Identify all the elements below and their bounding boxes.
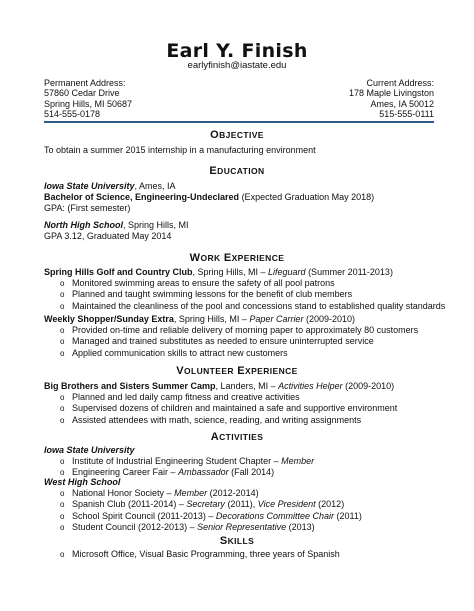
education-heading: EDUCATION bbox=[209, 165, 265, 177]
permanent-street: 57860 Cedar Drive bbox=[44, 88, 120, 99]
job1-org: Spring Hills Golf and Country Club bbox=[44, 267, 193, 277]
volunteer-bullets bbox=[60, 392, 397, 426]
list-item: o Managed and trained substitutes as needed to ensure uninterrupted service bbox=[60, 336, 418, 347]
list-item bbox=[60, 499, 362, 510]
activity-text: School Spirit Council (2011-2013) – bbox=[72, 510, 216, 521]
job2-location: , Spring Hills, MI – bbox=[173, 314, 250, 324]
list-item: o Provided on-time and reliable delivery of morning paper to approximately 80 customers bbox=[60, 325, 418, 336]
activity-role: Senior Representative bbox=[197, 521, 287, 532]
activity-text: Institute of Industrial Engineering Student Chapter – bbox=[72, 456, 282, 466]
list-item: o Microsoft Office, Visual Basic Programming, three years of Spanish bbox=[60, 549, 340, 560]
list-item: o Planned and taught swimming lessons for the benefit of club members bbox=[60, 289, 445, 300]
activity-dates: (2012) bbox=[315, 499, 345, 510]
job1-role: Lifeguard bbox=[268, 267, 306, 277]
activity-text: National Honor Society – bbox=[72, 488, 175, 498]
job1-dates: (Summer 2011-2013) bbox=[305, 267, 393, 277]
permanent-address bbox=[44, 78, 132, 120]
activity-role: Ambassador bbox=[178, 467, 229, 478]
activities-isu-list bbox=[60, 456, 314, 479]
activity-dates: (2011), bbox=[224, 499, 258, 510]
nhs-school: North High School bbox=[44, 220, 123, 230]
list-item bbox=[60, 511, 362, 522]
list-item: o Monitored swimming areas to ensure the safety of all pool patrons bbox=[60, 278, 445, 289]
education-degree bbox=[44, 192, 374, 203]
activity-role: Member bbox=[174, 488, 208, 498]
activities-isu bbox=[44, 445, 135, 456]
list-item: o Supervised dozens of children and maintained a safe and supportive environment bbox=[60, 403, 397, 414]
activities-whs bbox=[44, 477, 120, 488]
permanent-phone: 514-555-0178 bbox=[44, 109, 101, 120]
list-item bbox=[60, 456, 314, 467]
nhs-location: , Spring Hills, MI bbox=[123, 220, 189, 230]
list-item: o Applied communication skills to attract new customers bbox=[60, 348, 418, 359]
activity-role: Member bbox=[281, 456, 315, 466]
activity-role: Secretary bbox=[186, 499, 225, 510]
current-address bbox=[349, 78, 434, 120]
volunteer-org: Big Brothers and Sisters Summer Camp bbox=[44, 381, 216, 391]
education-isu bbox=[44, 181, 176, 192]
objective-heading: OBJECTIVE bbox=[210, 129, 264, 141]
activity-role: Decorations Committee Chair bbox=[215, 510, 334, 521]
education-isu-gpa: GPA: (First semester) bbox=[44, 203, 131, 213]
activities-heading: ACTIVITIES bbox=[210, 431, 264, 443]
list-item bbox=[60, 522, 362, 533]
header-divider bbox=[44, 121, 434, 123]
education-nhs-gpa: GPA 3.12, Graduated May 2014 bbox=[44, 231, 172, 241]
isu-location: , Ames, IA bbox=[134, 181, 176, 191]
list-item: o Maintained the cleanliness of the pool and concessions stand to established quality standards bbox=[60, 301, 445, 312]
isu-degree: Bachelor of Science, Engineering-Undeclared bbox=[44, 192, 240, 202]
activity-text: Spanish Club (2011-2014) – bbox=[72, 499, 187, 510]
skills-heading: SKILLS bbox=[219, 535, 255, 547]
permanent-city: Spring Hills, MI 50687 bbox=[44, 98, 133, 109]
email: earlyfinish@iastate.edu bbox=[187, 60, 287, 71]
education-nhs bbox=[44, 220, 189, 231]
isu-expected: (Expected Graduation May 2018) bbox=[239, 192, 375, 202]
job1-header bbox=[44, 267, 393, 278]
job1-location: , Spring Hills, MI – bbox=[192, 267, 269, 277]
activity-text: Student Council (2012-2013) – bbox=[72, 521, 198, 532]
activity-role: Vice President bbox=[257, 499, 316, 510]
current-city: Ames, IA 50012 bbox=[370, 98, 434, 109]
activities-whs-school: West High School bbox=[44, 477, 121, 487]
current-address-label: Current Address: bbox=[366, 78, 434, 88]
current-street: 178 Maple Livingston bbox=[348, 88, 434, 99]
volunteer-location: , Landers, MI – bbox=[215, 381, 279, 391]
activity-text: Engineering Career Fair – bbox=[72, 467, 179, 478]
list-item bbox=[60, 488, 362, 499]
volunteer-header bbox=[44, 381, 394, 392]
volunteer-role: Activities Helper bbox=[278, 381, 343, 391]
isu-school: Iowa State University bbox=[44, 181, 135, 191]
objective-text: To obtain a summer 2015 internship in a manufacturing environment bbox=[44, 145, 316, 155]
skills-list bbox=[60, 549, 340, 560]
activity-dates: (Fall 2014) bbox=[228, 467, 275, 478]
job1-bullets bbox=[60, 278, 445, 312]
resume-name: Earl Y. Finish bbox=[166, 40, 308, 62]
job2-dates: (2009-2010) bbox=[303, 314, 355, 324]
list-item: o Assisted attendees with math, science, reading, and writing assignments bbox=[60, 415, 397, 426]
work-heading: WORK EXPERIENCE bbox=[189, 252, 285, 264]
job2-org: Weekly Shopper/Sunday Extra bbox=[44, 314, 174, 324]
current-phone: 515-555-0111 bbox=[379, 109, 434, 120]
activity-dates: (2011) bbox=[333, 510, 362, 521]
volunteer-heading: VOLUNTEER EXPERIENCE bbox=[176, 365, 298, 377]
activity-dates: (2012-2014) bbox=[207, 488, 259, 498]
permanent-address-label: Permanent Address: bbox=[44, 78, 126, 88]
activities-isu-school: Iowa State University bbox=[44, 445, 135, 455]
job2-header bbox=[44, 314, 355, 325]
activities-whs-list bbox=[60, 488, 362, 533]
volunteer-dates: (2009-2010) bbox=[342, 381, 395, 391]
job2-bullets bbox=[60, 325, 418, 359]
activity-dates: (2013) bbox=[286, 521, 315, 532]
list-item: o Planned and led daily camp fitness and creative activities bbox=[60, 392, 397, 403]
job2-role: Paper Carrier bbox=[249, 314, 304, 324]
